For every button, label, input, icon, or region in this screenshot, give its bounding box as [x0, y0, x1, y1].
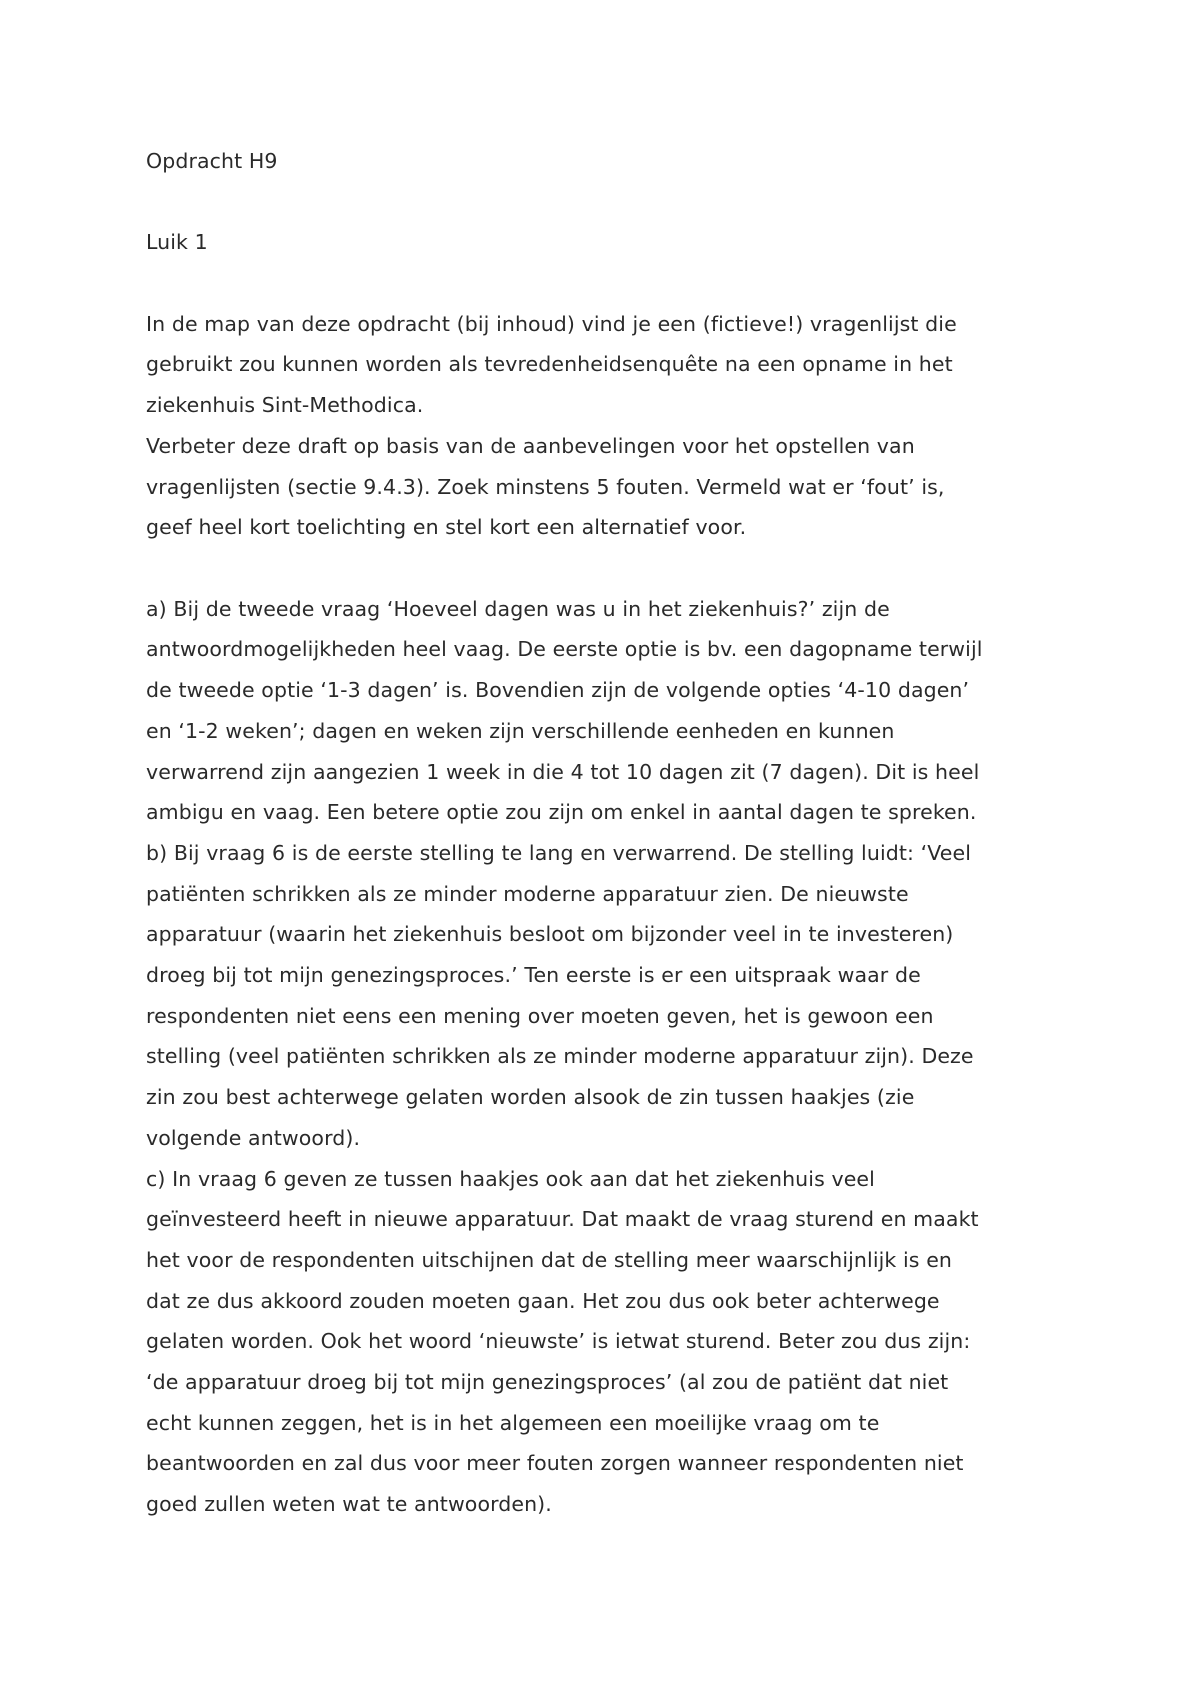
intro-line: vragenlijsten (sectie 9.4.3). Zoek minstens 5 fouten. Vermeld wat er ‘fout’ is, — [146, 474, 945, 499]
answer-line: verwarrend zijn aangezien 1 week in die 4 tot 10 dagen zit (7 dagen). Dit is heel — [146, 759, 980, 784]
answer-line: respondenten niet eens een mening over moeten geven, het is gewoon een — [146, 1003, 934, 1028]
intro-line: ziekenhuis Sint-Methodica. — [146, 393, 424, 418]
answer-line: zin zou best achterwege gelaten worden alsook de zin tussen haakjes (zie — [146, 1085, 915, 1110]
intro-paragraph — [146, 304, 1066, 548]
section-heading: Luik 1 — [146, 230, 208, 255]
answer-line: en ‘1-2 weken’; dagen en weken zijn verschillende eenheden en kunnen — [146, 718, 895, 743]
answer-line: echt kunnen zeggen, het is in het algemeen een moeilijke vraag om te — [146, 1410, 880, 1435]
answer-line: stelling (veel patiënten schrikken als ze minder moderne apparatuur zijn). Deze — [146, 1044, 974, 1069]
answer-line: volgende antwoord). — [146, 1125, 361, 1150]
answers-section — [146, 589, 1066, 1525]
spacer — [146, 548, 1066, 589]
document-body — [146, 141, 1066, 1525]
answer-line: geïnvesteerd heeft in nieuwe apparatuur. Dat maakt de vraag sturend en maakt — [146, 1207, 979, 1232]
answer-line: ambigu en vaag. Een betere optie zou zijn om enkel in aantal dagen te spreken. — [146, 800, 977, 825]
answer-line: ‘de apparatuur droeg bij tot mijn genezingsproces’ (al zou de patiënt dat niet — [146, 1370, 949, 1395]
answer-line: c) In vraag 6 geven ze tussen haakjes ook aan dat het ziekenhuis veel — [146, 1166, 875, 1191]
answer-line: de tweede optie ‘1-3 dagen’ is. Bovendien zijn de volgende opties ‘4-10 dagen’ — [146, 678, 970, 703]
document-title: Opdracht H9 — [146, 149, 278, 173]
intro-line: In de map van deze opdracht (bij inhoud) vind je een (fictieve!) vragenlijst die — [146, 311, 957, 336]
intro-line: geef heel kort toelichting en stel kort een alternatief voor. — [146, 515, 747, 540]
answer-line: het voor de respondenten uitschijnen dat de stelling meer waarschijnlijk is en — [146, 1247, 952, 1272]
answer-line: b) Bij vraag 6 is de eerste stelling te lang en verwarrend. De stelling luidt: ‘Veel — [146, 840, 971, 865]
answer-line: goed zullen weten wat te antwoorden). — [146, 1492, 552, 1517]
answer-line: a) Bij de tweede vraag ‘Hoeveel dagen was u in het ziekenhuis?’ zijn de — [146, 596, 890, 621]
answer-line: droeg bij tot mijn genezingsproces.’ Ten eerste is er een uitspraak waar de — [146, 963, 921, 988]
answer-line: gelaten worden. Ook het woord ‘nieuwste’ is ietwat sturend. Beter zou dus zijn: — [146, 1329, 971, 1354]
answer-line: beantwoorden en zal dus voor meer fouten zorgen wanneer respondenten niet — [146, 1451, 964, 1476]
intro-line: gebruikt zou kunnen worden als tevredenheidsenquête na een opname in het — [146, 352, 953, 377]
answer-line: dat ze dus akkoord zouden moeten gaan. Het zou dus ook beter achterwege — [146, 1288, 940, 1313]
answer-line: apparatuur (waarin het ziekenhuis besloot om bijzonder veel in te investeren) — [146, 922, 954, 947]
spacer — [146, 263, 1066, 304]
answer-line: antwoordmogelijkheden heel vaag. De eerste optie is bv. een dagopname terwijl — [146, 637, 983, 662]
answer-line: patiënten schrikken als ze minder moderne apparatuur zien. De nieuwste — [146, 881, 909, 906]
intro-line: Verbeter deze draft op basis van de aanbevelingen voor het opstellen van — [146, 433, 915, 458]
spacer — [146, 182, 1066, 223]
